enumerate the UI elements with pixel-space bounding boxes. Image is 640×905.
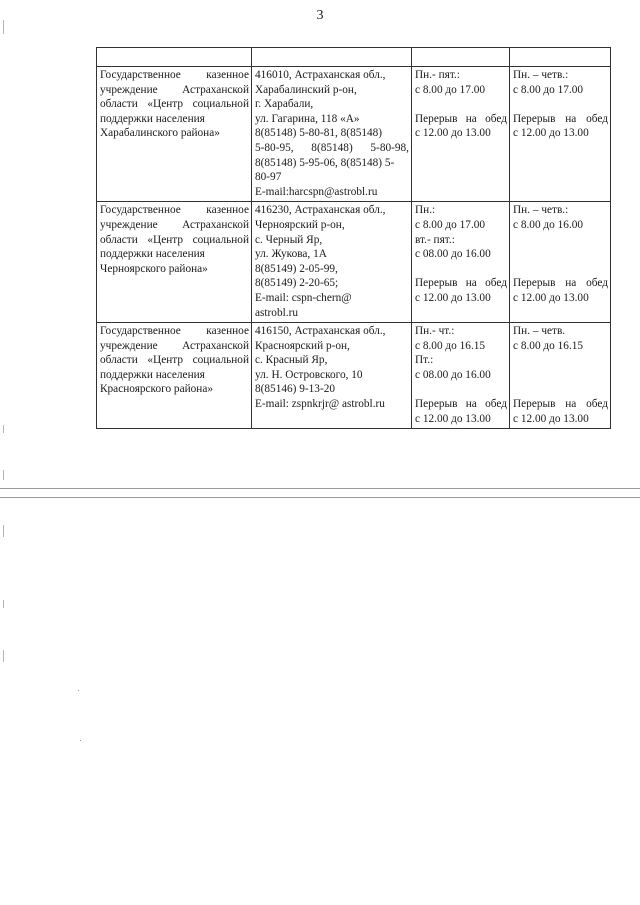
cell-text-line bbox=[513, 368, 608, 383]
cell-text-line: Государственное казенное bbox=[100, 325, 249, 338]
cell-text-line: с 08.00 до 16.00 bbox=[415, 368, 491, 381]
cell-text-line: E-mail:harcspn@astrobl.ru bbox=[255, 185, 378, 198]
cell-text-line bbox=[415, 97, 507, 112]
hours-cell bbox=[412, 67, 510, 202]
cell-text-line: Государственное казенное bbox=[100, 69, 249, 81]
cell-text-line: E-mail: cspn-chern@ bbox=[255, 291, 352, 304]
cell-text-line: с 12.00 до 13.00 bbox=[415, 412, 491, 425]
scan-dot bbox=[78, 690, 79, 691]
header-cell bbox=[412, 48, 510, 67]
cell-text-line: Пн. – четв.: bbox=[513, 69, 569, 81]
cell-text-line: с. Красный Яр, bbox=[255, 354, 328, 367]
cell-text-line: Черноярский р-он, bbox=[255, 218, 345, 231]
cell-text-line: с 8.00 до 16.15 bbox=[415, 339, 486, 352]
cell-text-line: astrobl.ru bbox=[255, 306, 298, 319]
cell-text-line: Черноярского района» bbox=[100, 262, 208, 275]
cell-text-line: ул. Гагарина, 118 «А» bbox=[255, 112, 360, 125]
cell-text-line: 8(85148) 5-80-81, 8(85148) bbox=[255, 127, 383, 140]
cell-text-line bbox=[415, 382, 507, 397]
organization-cell bbox=[97, 323, 252, 429]
cell-text-line: 5-80-95, 8(85148) 5-80-98, bbox=[255, 141, 409, 154]
cell-text-line: учреждение Астраханской bbox=[100, 339, 249, 352]
cell-text-line: Пн.- чт.: bbox=[415, 325, 455, 338]
cell-text-line: учреждение Астраханской bbox=[100, 218, 249, 231]
cell-text-line bbox=[513, 233, 608, 248]
cell-text-line bbox=[513, 262, 608, 277]
cell-text-line bbox=[513, 382, 608, 397]
cell-text-line: Перерыв на обед bbox=[415, 398, 507, 411]
scan-edge-mark bbox=[3, 20, 4, 34]
header-cell bbox=[510, 48, 611, 67]
cell-text-line: ул. Н. Островского, 10 bbox=[255, 368, 363, 381]
cell-text-line: Харабалинского района» bbox=[100, 127, 220, 140]
cell-text-line: с 8.00 до 17.00 bbox=[415, 218, 486, 231]
cell-text-line: Пт.: bbox=[415, 354, 434, 367]
cell-text-line: с 12.00 до 13.00 bbox=[513, 127, 589, 140]
cell-text-line bbox=[513, 353, 608, 368]
cell-text-line: с 8.00 до 16.00 bbox=[513, 218, 584, 231]
scan-edge-mark bbox=[3, 600, 4, 608]
hours-cell bbox=[412, 202, 510, 323]
table-header-row bbox=[97, 48, 611, 67]
institutions-table bbox=[96, 47, 611, 429]
cell-text-line: области «Центр социальной bbox=[100, 354, 249, 367]
cell-text-line: Государственное казенное bbox=[100, 204, 249, 217]
cell-text-line: Перерыв на обед bbox=[513, 112, 608, 125]
cell-text-line: с 08.00 до 16.00 bbox=[415, 248, 491, 261]
cell-text-line: с 12.00 до 13.00 bbox=[513, 291, 589, 304]
cell-text-line: Пн. – четв. bbox=[513, 325, 566, 338]
cell-text-line bbox=[513, 97, 608, 112]
scan-dot bbox=[80, 740, 81, 741]
cell-text-line: Пн.- пят.: bbox=[415, 69, 460, 81]
cell-text-line: области «Центр социальной bbox=[100, 233, 249, 246]
cell-text-line: с 8.00 до 16.15 bbox=[513, 339, 584, 352]
cell-text-line: области «Центр социальной bbox=[100, 98, 249, 111]
cell-text-line bbox=[513, 247, 608, 262]
cell-text-line: с 8.00 до 17.00 bbox=[415, 83, 486, 96]
cell-text-line: вт.- пят.: bbox=[415, 233, 455, 246]
table-row bbox=[97, 67, 611, 202]
cell-text-line: Харабалинский р-он, bbox=[255, 83, 357, 96]
cell-text-line: 8(85149) 2-05-99, bbox=[255, 262, 338, 275]
scan-edge-mark bbox=[3, 650, 4, 662]
cell-text-line: Перерыв на обед bbox=[415, 277, 507, 290]
scan-rule bbox=[0, 497, 640, 498]
address-cell bbox=[252, 67, 412, 202]
cell-text-line bbox=[415, 262, 507, 277]
cell-text-line: 8(85149) 2-20-65; bbox=[255, 277, 339, 290]
cell-text-line: 416010, Астраханская обл., bbox=[255, 69, 386, 81]
cell-text-line: поддержки населения bbox=[100, 248, 205, 261]
cell-text-line: Пн.: bbox=[415, 204, 436, 217]
cell-text-line: 8(85146) 9-13-20 bbox=[255, 383, 336, 396]
cell-text-line: 8(85148) 5-95-06, 8(85148) 5- bbox=[255, 156, 395, 169]
cell-text-line: с. Черный Яр, bbox=[255, 233, 323, 246]
cell-text-line: с 12.00 до 13.00 bbox=[415, 127, 491, 140]
table-row bbox=[97, 323, 611, 429]
cell-text-line: Перерыв на обед bbox=[415, 112, 507, 125]
scan-edge-mark bbox=[3, 470, 4, 480]
reception-hours-cell bbox=[510, 323, 611, 429]
cell-text-line: E-mail: zspnkrjr@ astrobl.ru bbox=[255, 398, 385, 411]
scan-edge-mark bbox=[3, 425, 4, 433]
page-number: 3 bbox=[316, 8, 324, 23]
hours-cell bbox=[412, 323, 510, 429]
cell-text-line: Перерыв на обед bbox=[513, 398, 608, 411]
cell-text-line: ул. Жукова, 1А bbox=[255, 248, 327, 261]
cell-text-line: Пн. – четв.: bbox=[513, 204, 569, 217]
cell-text-line: Перерыв на обед bbox=[513, 277, 608, 290]
header-cell bbox=[97, 48, 252, 67]
scan-rule bbox=[0, 488, 640, 489]
cell-text-line: Красноярский р-он, bbox=[255, 339, 350, 352]
cell-text-line: с 12.00 до 13.00 bbox=[415, 291, 491, 304]
scan-edge-mark bbox=[3, 525, 4, 537]
cell-text-line: поддержки населения bbox=[100, 112, 205, 125]
cell-text-line: г. Харабали, bbox=[255, 98, 314, 111]
cell-text-line: 416150, Астраханская обл., bbox=[255, 325, 386, 338]
reception-hours-cell bbox=[510, 202, 611, 323]
cell-text-line: 80-97 bbox=[255, 171, 282, 184]
cell-text-line: Красноярского района» bbox=[100, 383, 214, 396]
reception-hours-cell bbox=[510, 67, 611, 202]
address-cell bbox=[252, 323, 412, 429]
cell-text-line: учреждение Астраханской bbox=[100, 83, 249, 96]
organization-cell bbox=[97, 67, 252, 202]
cell-text-line: поддержки населения bbox=[100, 368, 205, 381]
cell-text-line: 416230, Астраханская обл., bbox=[255, 204, 386, 217]
organization-cell bbox=[97, 202, 252, 323]
address-cell bbox=[252, 202, 412, 323]
cell-text-line: с 8.00 до 17.00 bbox=[513, 83, 584, 96]
cell-text-line: с 12.00 до 13.00 bbox=[513, 412, 589, 425]
table-row bbox=[97, 202, 611, 323]
header-cell bbox=[252, 48, 412, 67]
